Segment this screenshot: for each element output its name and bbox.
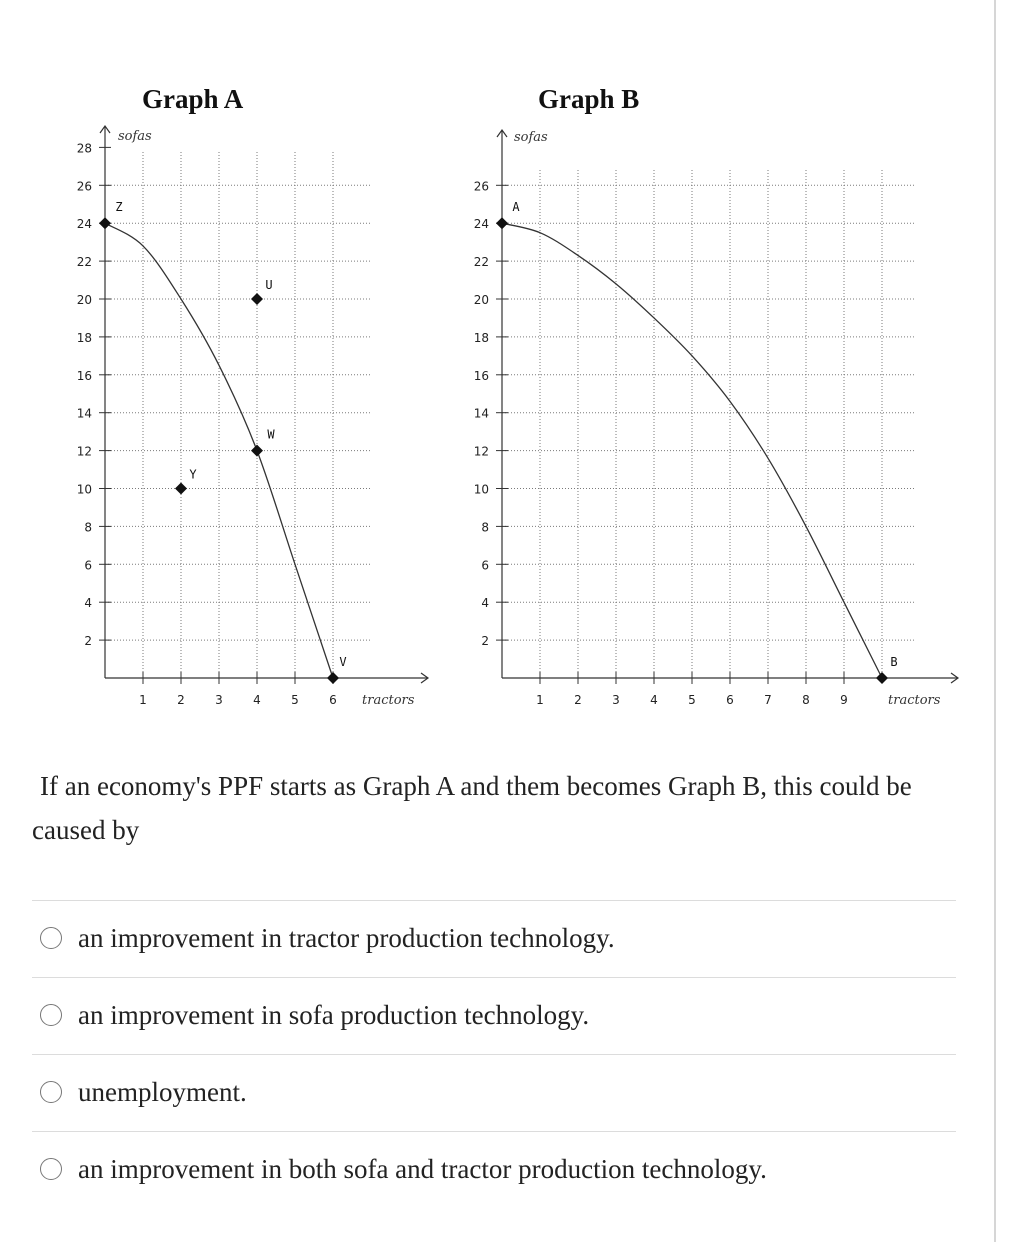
y-tick-label: 2 (481, 634, 489, 649)
y-axis-label: sofas (118, 129, 152, 144)
option-label: unemployment. (78, 1076, 247, 1107)
option-sofa-technology[interactable] (40, 995, 589, 1035)
option-both-technology[interactable] (40, 1149, 767, 1189)
option-divider (32, 977, 956, 978)
y-tick-label: 4 (84, 596, 92, 611)
option-label: an improvement in both sofa and tractor production technology. (78, 1153, 767, 1184)
point-label-v: V (339, 655, 347, 669)
x-tick-label: 2 (574, 693, 582, 707)
radio-icon[interactable] (40, 1158, 62, 1180)
point-label-b: B (890, 655, 898, 669)
option-tractor-technology[interactable] (40, 918, 615, 958)
y-tick-label: 22 (76, 255, 92, 270)
y-tick-label: 28 (76, 141, 92, 156)
y-tick-label: 14 (76, 406, 92, 421)
point-label-z: Z (115, 200, 123, 215)
y-tick-label: 10 (473, 482, 489, 497)
radio-icon[interactable] (40, 1004, 62, 1026)
y-tick-label: 2 (84, 634, 92, 649)
y-axis-label: sofas (514, 130, 548, 145)
radio-icon[interactable] (40, 927, 62, 949)
point-label-y: Y (189, 467, 197, 482)
question-text: If an economy's PPF starts as Graph A and them becomes Graph B, this could be caused by (32, 771, 912, 845)
x-tick-label: 3 (215, 693, 223, 707)
y-tick-label: 8 (84, 520, 92, 535)
radio-icon[interactable] (40, 1081, 62, 1103)
point-label-a: A (512, 200, 520, 215)
point-label-w: W (267, 427, 275, 442)
x-axis-label: tractors (888, 693, 941, 708)
y-tick-label: 26 (76, 179, 92, 194)
x-tick-label: 7 (764, 693, 772, 707)
x-tick-label: 9 (840, 693, 848, 707)
option-divider (32, 900, 956, 901)
y-tick-label: 24 (76, 217, 92, 232)
x-tick-label: 6 (329, 693, 337, 707)
y-tick-label: 16 (76, 368, 92, 383)
y-tick-label: 12 (473, 444, 489, 459)
graph-b-title: Graph B (538, 84, 640, 114)
y-tick-label: 6 (481, 558, 489, 573)
y-tick-label: 18 (76, 330, 92, 345)
option-label: an improvement in tractor production technology. (78, 922, 615, 953)
y-tick-label: 14 (473, 406, 489, 421)
y-tick-label: 24 (473, 217, 489, 232)
x-tick-label: 1 (536, 693, 544, 707)
x-axis-label: tractors (362, 693, 415, 708)
point-marker-b (876, 672, 888, 684)
y-tick-label: 20 (473, 293, 489, 307)
x-tick-label: 8 (802, 693, 810, 707)
x-tick-label: 5 (688, 693, 696, 707)
y-tick-label: 10 (76, 482, 92, 497)
y-tick-label: 22 (473, 255, 489, 270)
point-label-u: U (265, 278, 273, 292)
option-divider (32, 1131, 956, 1132)
option-unemployment[interactable] (40, 1072, 247, 1112)
y-tick-label: 8 (481, 520, 489, 535)
y-tick-label: 16 (473, 368, 489, 383)
graph-a-title: Graph A (142, 84, 244, 114)
option-divider (32, 1054, 956, 1055)
y-tick-label: 26 (473, 179, 489, 194)
y-tick-label: 4 (481, 596, 489, 611)
point-marker-a (496, 217, 508, 229)
y-tick-label: 18 (473, 330, 489, 345)
y-tick-label: 12 (76, 444, 92, 459)
x-tick-label: 1 (139, 693, 147, 707)
x-tick-label: 3 (612, 693, 620, 707)
y-tick-label: 6 (84, 558, 92, 573)
x-tick-label: 6 (726, 693, 734, 707)
x-tick-label: 4 (650, 693, 658, 707)
option-label: an improvement in sofa production technology. (78, 999, 590, 1030)
x-tick-label: 5 (291, 693, 299, 707)
x-tick-label: 2 (177, 693, 185, 707)
y-tick-label: 20 (76, 293, 92, 307)
x-tick-label: 4 (253, 693, 261, 707)
